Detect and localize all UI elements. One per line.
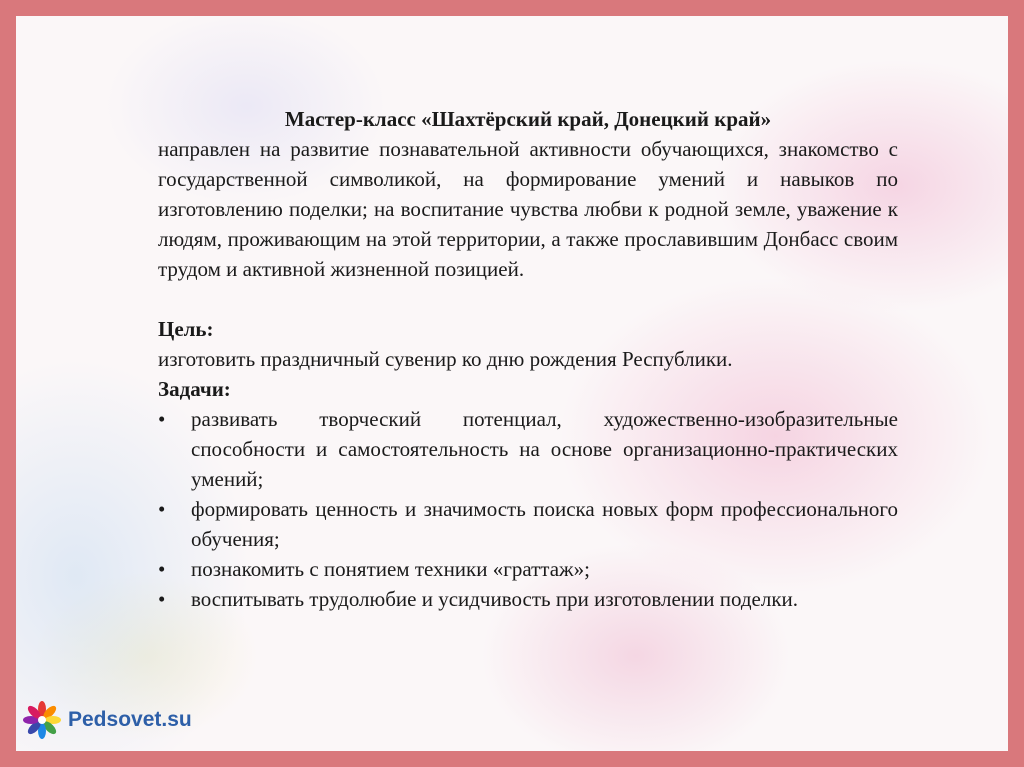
task-text: развивать творческий потенциал, художественно-изобразительные способности и самостоятельность на основе организационно-практических умений;	[191, 407, 898, 491]
goal-heading: Цель:	[158, 317, 214, 341]
bullet-icon: •	[158, 497, 166, 521]
tasks-heading: Задачи:	[158, 377, 231, 401]
spacer	[158, 284, 898, 314]
bullet-icon: •	[158, 587, 166, 611]
intro-paragraph: направлен на развитие познавательной активности обучающихся, знакомство с государственной символикой, на формирование умений и навыков по изготовлению поделки; на воспитание чувства любви к родной земле, уважение к людям, проживающим на этой территории, а также прославившим Донбасс своим трудом и активной жизненной позицией.	[158, 137, 898, 281]
bullet-icon: •	[158, 407, 166, 431]
logo-text: Pedsovet.su	[68, 708, 192, 731]
list-item	[158, 404, 898, 494]
task-text: формировать ценность и значимость поиска новых форм профессионального обучения;	[191, 497, 898, 551]
tasks-list	[158, 404, 898, 614]
list-item	[158, 494, 898, 554]
task-text: познакомить с понятием техники «граттаж»;	[191, 557, 590, 581]
slide-title: Мастер-класс «Шахтёрский край, Донецкий край»	[284, 107, 772, 131]
slide-content	[158, 104, 898, 614]
task-text: воспитывать трудолюбие и усидчивость при изготовлении поделки.	[191, 587, 799, 611]
pedsovet-logo[interactable]	[22, 700, 192, 740]
bullet-icon: •	[158, 557, 166, 581]
list-item	[158, 584, 898, 614]
pedsovet-flower-logo-icon	[22, 700, 62, 740]
list-item	[158, 554, 898, 584]
goal-text: изготовить праздничный сувенир ко дню рождения Республики.	[158, 347, 733, 371]
